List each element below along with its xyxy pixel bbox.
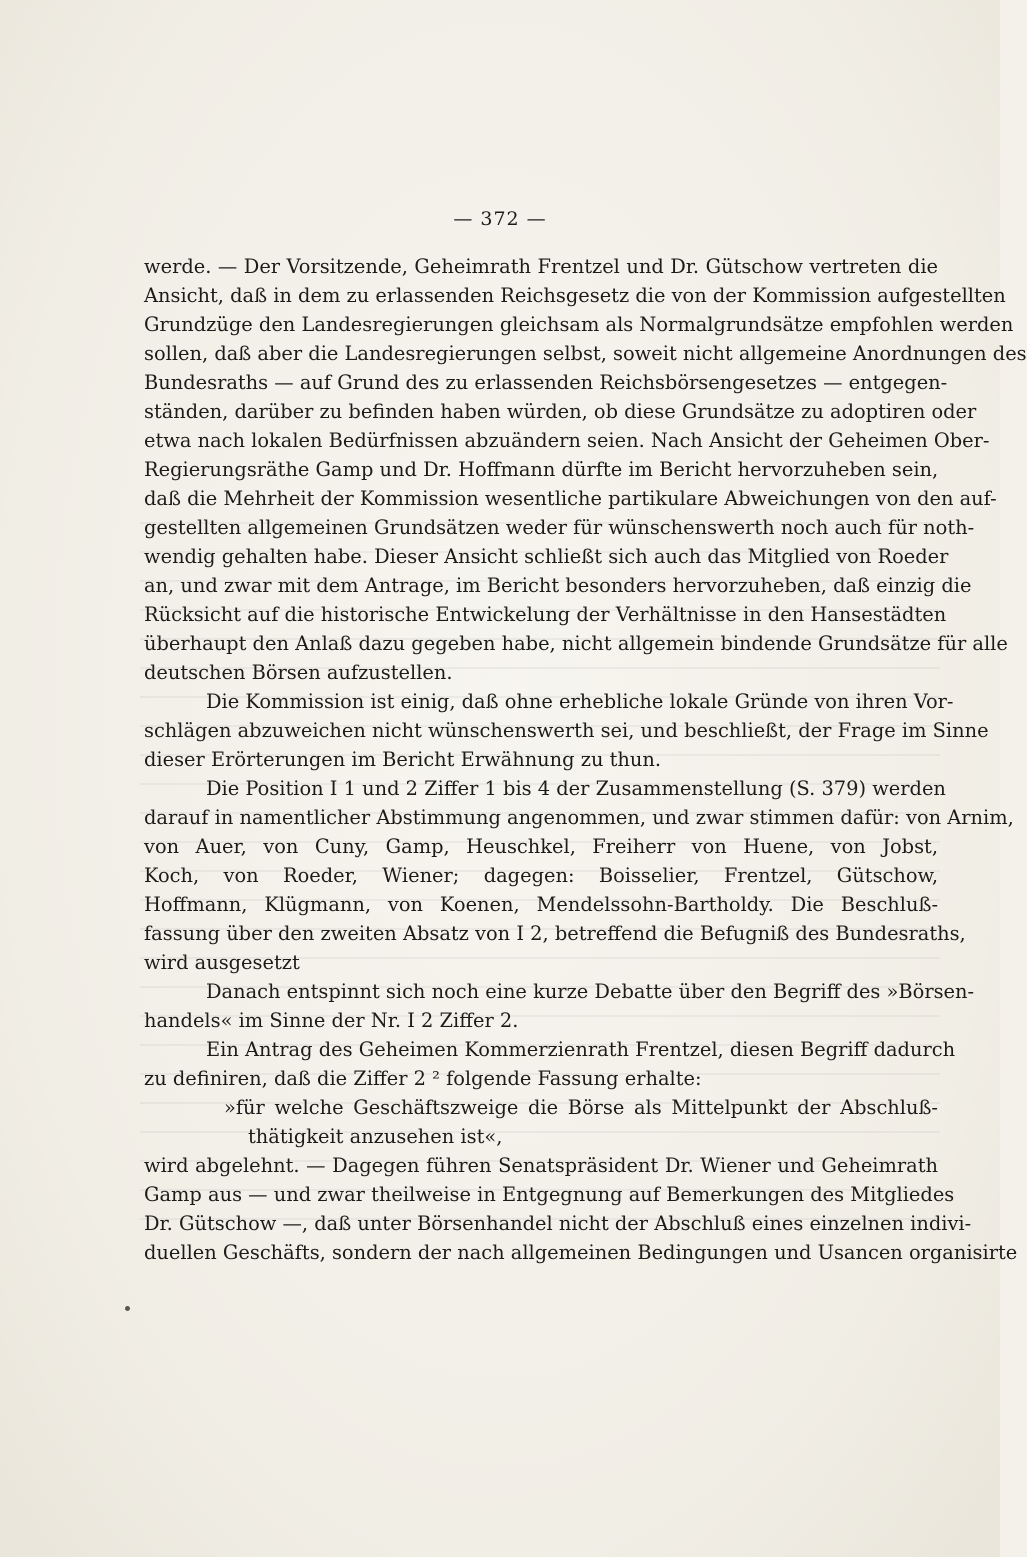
paragraph-start: Danach entspinnt sich noch eine kurze Debatte über den Begriff des »Börsen- xyxy=(206,980,975,1003)
page-number: — 372 — xyxy=(453,208,547,230)
body-text xyxy=(144,252,1027,1267)
text-line: Gamp aus — und zwar theilweise in Entgegnung auf Bemerkungen des Mitgliedes xyxy=(144,1183,955,1206)
text-line: wird ausgesetzt xyxy=(144,951,300,974)
text-line: von Auer, von Cuny, Gamp, Heuschkel, Freiherr von Huene, von Jobst, xyxy=(144,835,938,858)
text-line: etwa nach lokalen Bedürfnissen abzuändern seien. Nach Ansicht der Geheimen Ober- xyxy=(144,429,990,452)
text-line: deutschen Börsen aufzustellen. xyxy=(144,661,453,684)
text-line: Dr. Gütschow —, daß unter Börsenhandel nicht der Abschluß eines einzelnen indivi- xyxy=(144,1212,972,1235)
text-line: wird abgelehnt. — Dagegen führen Senatspräsident Dr. Wiener und Geheimrath xyxy=(144,1154,938,1177)
paragraph-start: Die Kommission ist einig, daß ohne erhebliche lokale Gründe von ihren Vor- xyxy=(206,690,954,713)
text-line: Grundzüge den Landesregierungen gleichsam als Normalgrundsätze empfohlen werden xyxy=(144,313,1014,336)
text-line: zu definiren, daß die Ziffer 2 ² folgende Fassung erhalte: xyxy=(144,1067,702,1090)
quoted-text-line: »für welche Geschäftszweige die Börse als Mittelpunkt der Abschluß- xyxy=(224,1096,938,1119)
text-line: werde. — Der Vorsitzende, Geheimrath Frentzel und Dr. Gütschow vertreten die xyxy=(144,255,938,278)
text-line: Koch, von Roeder, Wiener; dagegen: Boisselier, Frentzel, Gütschow, xyxy=(144,864,938,887)
text-line: gestellten allgemeinen Grundsätzen weder für wünschenswerth noch auch für noth- xyxy=(144,516,975,539)
text-line: darauf in namentlicher Abstimmung angenommen, und zwar stimmen dafür: von Arnim, xyxy=(144,806,1014,829)
ink-speck xyxy=(125,1306,130,1311)
text-line: handels« im Sinne der Nr. I 2 Ziffer 2. xyxy=(144,1009,519,1032)
text-line: Regierungsräthe Gamp und Dr. Hoffmann dürfte im Bericht hervorzuheben sein, xyxy=(144,458,939,481)
text-line: dieser Erörterungen im Bericht Erwähnung zu thun. xyxy=(144,748,662,771)
text-line: Rücksicht auf die historische Entwickelung der Verhältnisse in den Hansestädten xyxy=(144,603,947,626)
text-line: ständen, darüber zu befinden haben würden, ob diese Grundsätze zu adoptiren oder xyxy=(144,400,977,423)
text-line: fassung über den zweiten Absatz von I 2, betreffend die Befugniß des Bundesraths, xyxy=(144,922,966,945)
text-line: Bundesraths — auf Grund des zu erlassenden Reichsbörsengesetzes — entgegen- xyxy=(144,371,948,394)
paragraph-start: Ein Antrag des Geheimen Kommerzienrath Frentzel, diesen Begriff dadurch xyxy=(206,1038,956,1061)
text-line: daß die Mehrheit der Kommission wesentliche partikulare Abweichungen von den auf- xyxy=(144,487,997,510)
text-line: wendig gehalten habe. Dieser Ansicht schließt sich auch das Mitglied von Roeder xyxy=(144,545,949,568)
text-line: überhaupt den Anlaß dazu gegeben habe, nicht allgemein bindende Grundsätze für alle xyxy=(144,632,1008,655)
text-line: duellen Geschäfts, sondern der nach allgemeinen Bedingungen und Usancen organisirte xyxy=(144,1241,1018,1264)
text-line: schlägen abzuweichen nicht wünschenswerth sei, und beschließt, der Frage im Sinne xyxy=(144,719,989,742)
text-line: an, und zwar mit dem Antrage, im Bericht besonders hervorzuheben, daß einzig die xyxy=(144,574,972,597)
quoted-text-line: thätigkeit anzusehen ist«, xyxy=(248,1125,503,1148)
text-line: Hoffmann, Klügmann, von Koenen, Mendelssohn-Bartholdy. Die Beschluß- xyxy=(144,893,938,916)
text-line: sollen, daß aber die Landesregierungen selbst, soweit nicht allgemeine Anordnungen des xyxy=(144,342,1027,365)
paragraph-start: Die Position I 1 und 2 Ziffer 1 bis 4 der Zusammenstellung (S. 379) werden xyxy=(206,777,946,800)
text-line: Ansicht, daß in dem zu erlassenden Reichsgesetz die von der Kommission aufgestellten xyxy=(144,284,1006,307)
